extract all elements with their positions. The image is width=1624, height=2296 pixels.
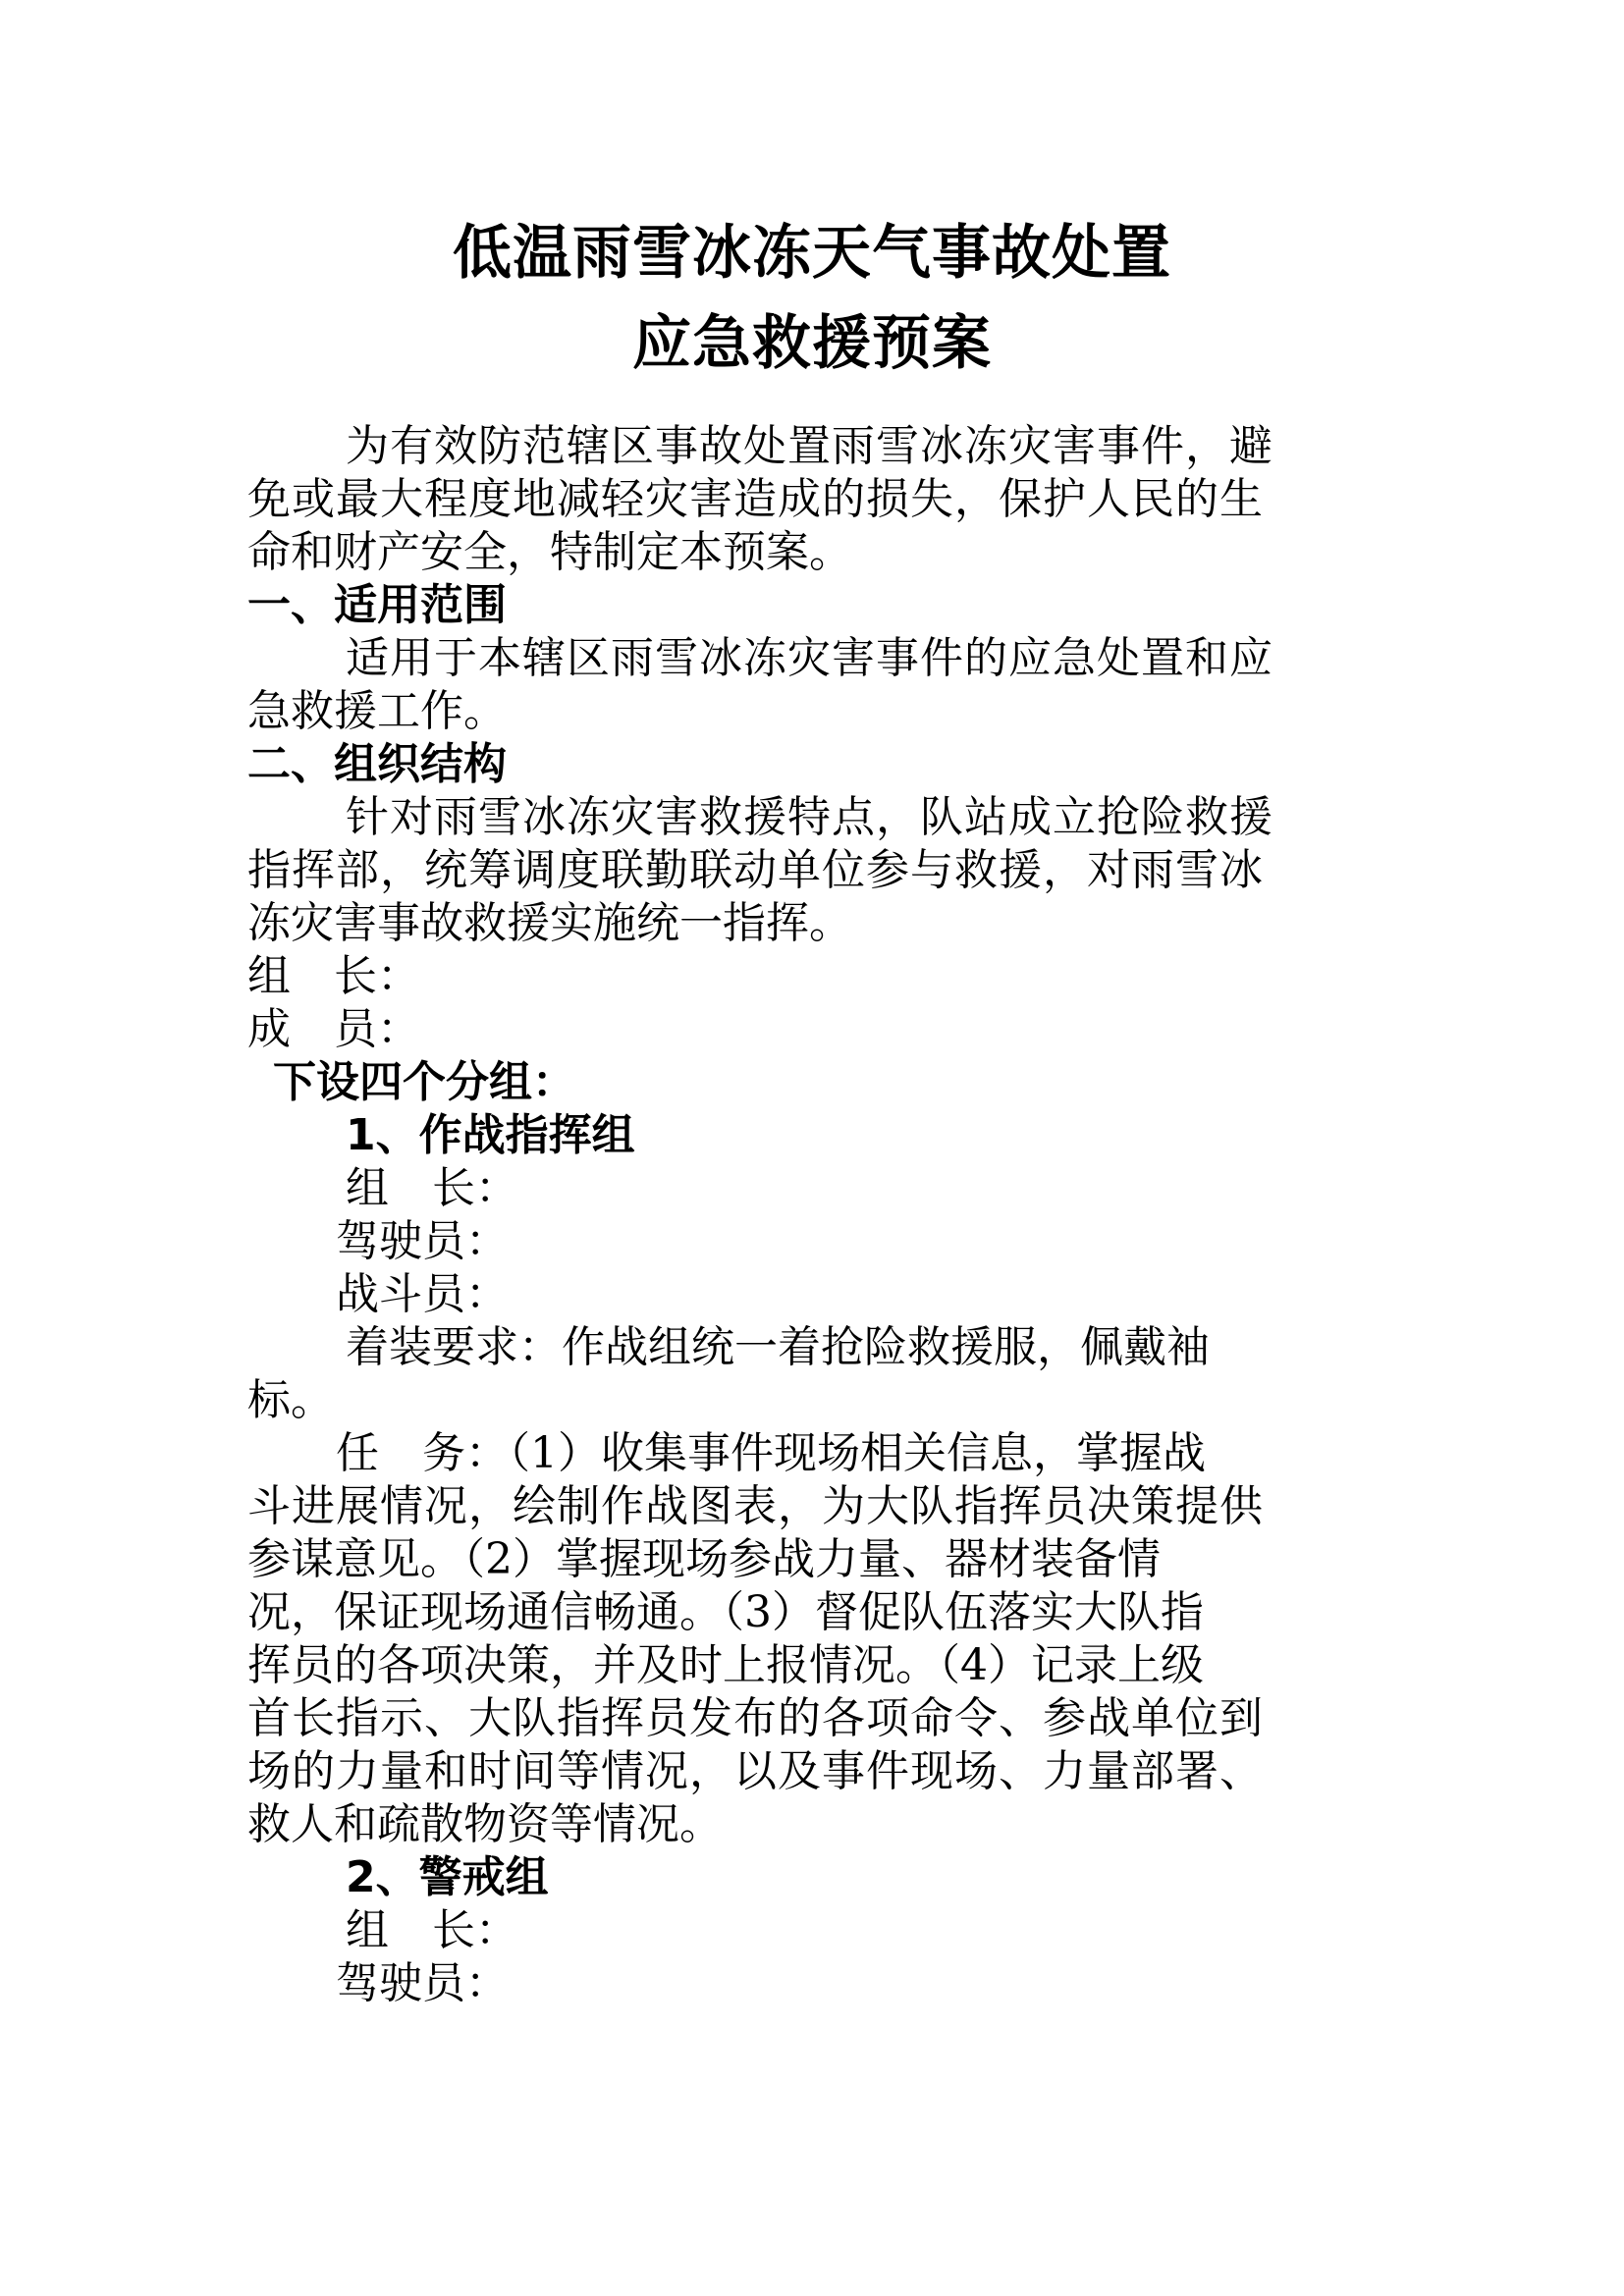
command-members-label: 成 员： (247, 1004, 420, 1054)
group-1-leader-label: 组 长： (346, 1163, 518, 1213)
intro-line-1: 为有效防范辖区事故处置雨雪冰冻灾害事件，避 (346, 421, 1273, 471)
section-1-line-1: 适用于本辖区雨雪冰冻灾害事件的应急处置和应 (346, 633, 1273, 683)
group-1-heading: 1、作战指挥组 (346, 1110, 635, 1160)
group-1-task-line-4: 况，保证现场通信畅通。（3）督促队伍落实大队指 (247, 1587, 1204, 1637)
group-1-task-line-3: 参谋意见。（2）掌握现场参战力量、器材装备情 (247, 1534, 1161, 1584)
group-2-heading: 2、警戒组 (346, 1852, 549, 1902)
command-leader-label: 组 长： (247, 951, 420, 1001)
group-1-task-line-1: 任 务：（1）收集事件现场相关信息，掌握战 (336, 1428, 1206, 1478)
group-1-fighter-label: 战斗员： (336, 1269, 509, 1319)
section-2-line-2: 指挥部，统筹调度联勤联动单位参与救援，对雨雪冰 (247, 845, 1264, 895)
section-2-heading: 二、组织结构 (247, 739, 507, 789)
section-2-line-3: 冻灾害事故救援实施统一指挥。 (247, 898, 852, 948)
section-2-line-1: 针对雨雪冰冻灾害救援特点，队站成立抢险救援 (346, 792, 1273, 842)
section-1-line-2: 急救援工作。 (247, 686, 507, 736)
subgroups-label: 下设四个分组： (273, 1057, 575, 1107)
group-1-task-line-7: 场的力量和时间等情况，以及事件现场、力量部署、 (247, 1746, 1264, 1796)
group-1-dress-line-2: 标。 (247, 1375, 334, 1425)
document-title-line-2: 应急救援预案 (632, 309, 992, 378)
group-2-leader-label: 组 长： (346, 1905, 518, 1955)
group-1-dress-line-1: 着装要求：作战组统一着抢险救援服，佩戴袖 (346, 1322, 1210, 1372)
intro-line-2: 免或最大程度地减轻灾害造成的损失，保护人民的生 (247, 474, 1264, 524)
intro-line-3: 命和财产安全，特制定本预案。 (247, 527, 852, 577)
section-1-heading: 一、适用范围 (247, 580, 507, 630)
document-title-line-1: 低温雨雪冰冻天气事故处置 (453, 219, 1171, 288)
group-1-task-line-2: 斗进展情况，绘制作战图表，为大队指挥员决策提供 (247, 1481, 1264, 1531)
group-2-driver-label: 驾驶员： (336, 1958, 509, 2008)
group-1-task-line-8: 救人和疏散物资等情况。 (247, 1799, 723, 1849)
group-1-task-line-6: 首长指示、大队指挥员发布的各项命令、参战单位到 (247, 1693, 1264, 1743)
group-1-driver-label: 驾驶员： (336, 1216, 509, 1266)
group-1-task-line-5: 挥员的各项决策，并及时上报情况。（4）记录上级 (247, 1640, 1204, 1690)
